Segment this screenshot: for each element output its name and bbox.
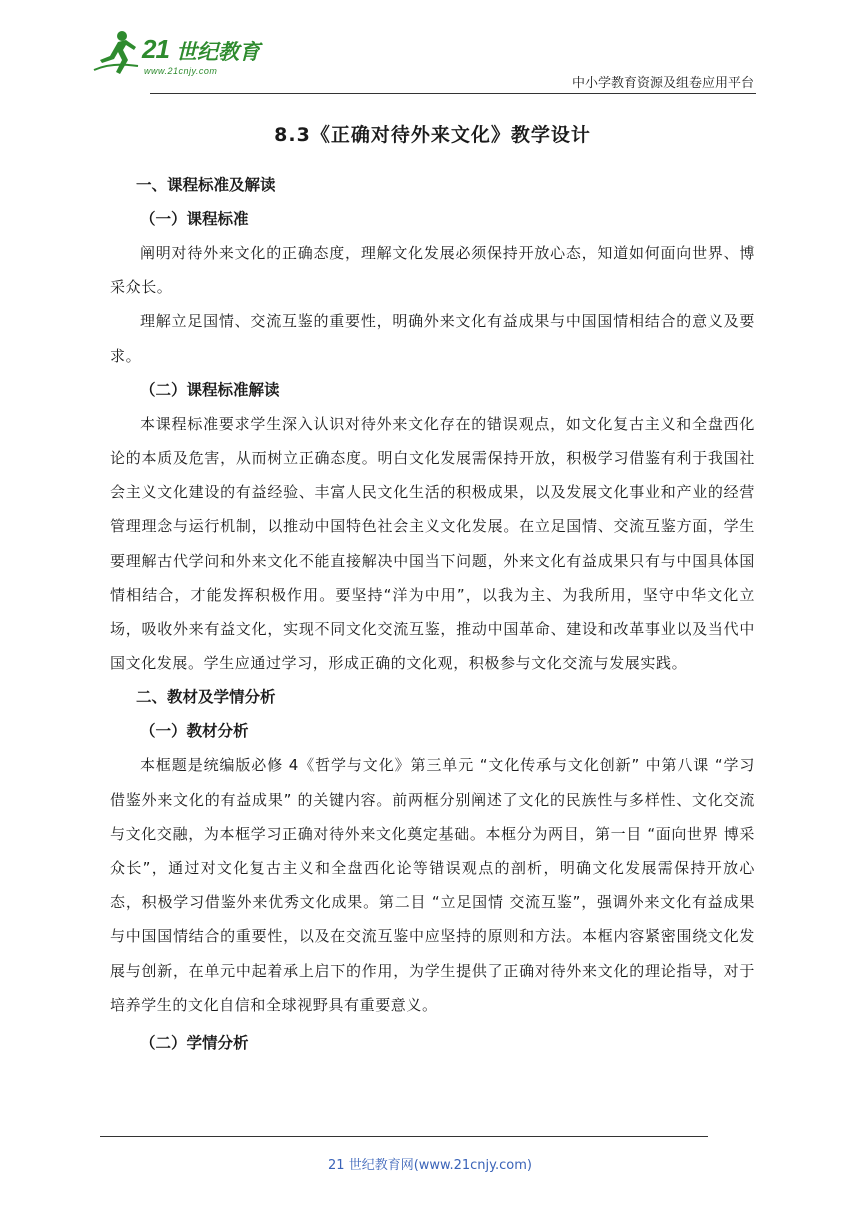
paragraph-4: 本框题是统编版必修 4《哲学与文化》第三单元 “文化传承与文化创新” 中第八课 “学习借鉴外来文化的有益成果” 的关键内容。前两框分别阐述了文化的民族性与多样性、文化交流与文化交融，为本框学习正确对待外来文化奠定基础。本框分为两目，第一目 “面向世界 博采众长”，通过对文化复古主义和全盘西化论等错误观点的剖析，明确文化发展需保持开放心态，积极学习借鉴外来优秀文化成果。第二目 “立足国情 交流互鉴”，强调外来文化有益成果与中国国情结合的重要性，以及在交流互鉴中应坚持的原则和方法。本框内容紧密围绕文化发展与创新，在单元中起着承上启下的作用，为学生提供了正确对待外来文化的理论指导，对于培养学生的文化自信和全球视野具有重要意义。 xyxy=(110,756,755,1014)
subsection-heading-2-1: （一）教材分析 xyxy=(140,722,249,741)
header-divider xyxy=(150,93,756,94)
section-heading-2: 二、教材及学情分析 xyxy=(136,688,276,707)
document-title: 8.3《正确对待外来文化》教学设计 xyxy=(274,124,591,146)
document-body xyxy=(110,118,755,1060)
paragraph-3: 本课程标准要求学生深入认识对待外来文化存在的错误观点，如文化复古主义和全盘西化论的本质及危害，从而树立正确态度。明白文化发展需保持开放，积极学习借鉴有利于我国社会主义文化建设的有益经验、丰富人民文化生活的积极成果，以及发展文化事业和产业的经营管理理念与运行机制，以推动中国特色社会主义文化发展。在立足国情、交流互鉴方面，学生要理解古代学问和外来文化不能直接解决中国当下问题，外来文化有益成果只有与中国具体国情相结合，才能发挥积极作用。要坚持“洋为中用”，以我为主、为我所用，坚守中华文化立场，吸收外来有益文化，实现不同文化交流互鉴，推动中国革命、建设和改革事业以及当代中国文化发展。学生应通过学习，形成正确的文化观，积极参与文化交流与发展实践。 xyxy=(110,414,755,673)
paragraph-1: 阐明对待外来文化的正确态度，理解文化发展必须保持开放心态，知道如何面向世界、博采众长。 xyxy=(110,244,755,297)
footer-divider xyxy=(100,1136,708,1137)
platform-name: 中小学教育资源及组卷应用平台 xyxy=(571,76,754,91)
site-logo[interactable] xyxy=(92,30,262,80)
paragraph-2: 理解立足国情、交流互鉴的重要性，明确外来文化有益成果与中国国情相结合的意义及要求。 xyxy=(110,312,755,365)
subsection-heading-1-1: （一）课程标准 xyxy=(140,210,249,228)
logo-url: www.21cnjy.com xyxy=(144,66,218,76)
logo-chinese-name: 世纪教育 xyxy=(176,40,260,64)
footer-link[interactable]: 21 世纪教育网(www.21cnjy.com) xyxy=(328,1158,532,1173)
section-heading-1: 一、课程标准及解读 xyxy=(136,176,276,194)
runner-icon xyxy=(92,30,140,76)
page-header xyxy=(0,0,860,100)
subsection-heading-2-2: （二）学情分析 xyxy=(140,1034,249,1053)
logo-number: 21 xyxy=(142,34,169,64)
subsection-heading-1-2: （二）课程标准解读 xyxy=(140,380,280,399)
